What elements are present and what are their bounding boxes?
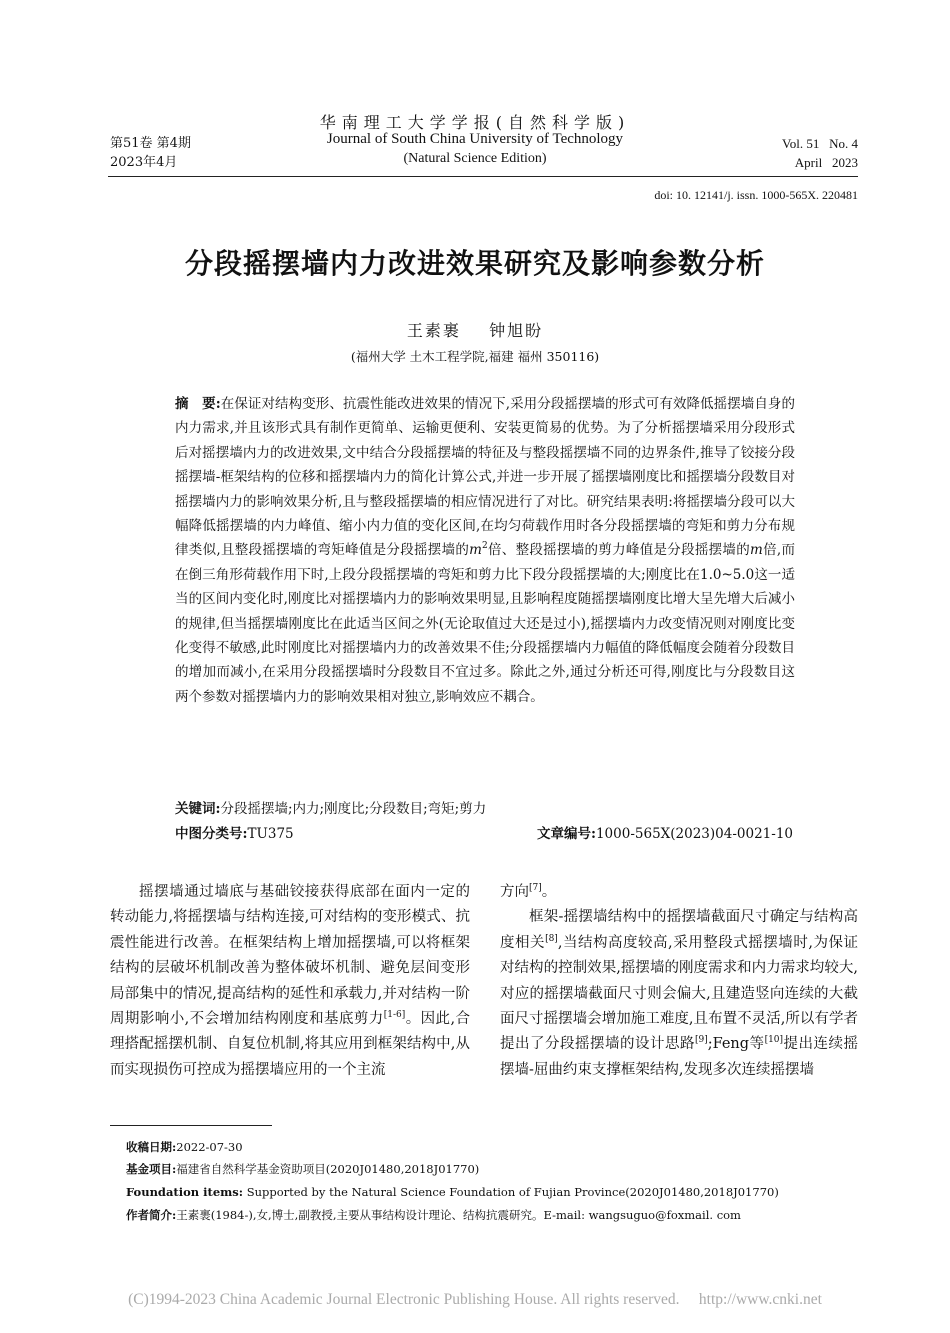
header-rule <box>108 176 858 177</box>
citation[interactable]: [8] <box>545 933 558 944</box>
volume-info-en <box>782 134 858 172</box>
footnote-label: 基金项目: <box>126 1162 177 1176</box>
classification-number <box>175 822 294 842</box>
volume-issue-en: Vol. 51 No. 4 <box>782 136 858 151</box>
keywords-text: 分段摇摆墙;内力;刚度比;分段数目;弯矩;剪力 <box>220 801 487 817</box>
body-text: 方向 <box>500 884 529 900</box>
footnote-label: 作者简介: <box>126 1208 177 1222</box>
article-number-label: 文章编号: <box>536 826 596 842</box>
footnote-text: 福建省自然科学基金资助项目(2020J01480,2018J01770) <box>176 1162 480 1176</box>
body-text: ;Feng等 <box>707 1036 765 1053</box>
abstract-text-1: 在保证对结构变形、抗震性能改进效果的情况下,采用分段摇摆墙的形式可有效降低摇摆墙自身的内力需求,并且该形式具有制作更简单、运输更便利、安装更简易的优势。为了分析摇摆墙采用分段形式后对摇摆墙内力的改进效果,文中结合分段摇摆墙的特征及与整段摇摆墙不同的边界条件,推导了铰接分段摇摆墙-框架结构的位移和摇摆墙内力的简化计算公式,并进一步开展了摇摆墙刚度比和摇摆墙分段数目对摇摆墙内力的影响效果分析,且与整段摇摆墙的相应情况进行了对比。研究结果表明:将摇摆墙分段可以大幅降低摇摆墙的内力峰值、缩小内力值的变化区间,在均匀荷载作用时各分段摇摆墙的弯矩和剪力分布规律类似,且整段摇摆墙的弯矩峰值是分段摇摆墙的 <box>175 396 796 559</box>
article-title: 分段摇摆墙内力改进效果研究及影响参数分析 <box>184 247 765 280</box>
publication-date-zh: 2023年4月 <box>110 155 178 170</box>
body-text: 提出连续摇摆墙-屈曲约束支撑框架结构,发现多次连续摇摆墙 <box>500 1036 859 1078</box>
article-number <box>537 822 793 842</box>
footnote-received <box>126 1136 856 1158</box>
footnote-text: 2022-07-30 <box>176 1140 243 1154</box>
footnote-label: 收稿日期: <box>126 1140 177 1154</box>
footnote-label: Foundation items: <box>126 1185 244 1199</box>
publication-date-en: April 2023 <box>794 155 858 170</box>
affiliation: (福州大学 土木工程学院,福建 福州 350116) <box>350 349 600 364</box>
citation[interactable]: [1-6] <box>383 1010 406 1021</box>
body-text: 摇摆墙通过墙底与基础铰接获得底部在面内一定的转动能力,将摇摆墙与结构连接,可对结构的变形模式、抗震性能进行改善。在框架结构上增加摇摆墙,可以将框架结构的层破坏机制改善为整体破坏机制、避免层间变形局部集中的情况,提高结构的延性和承载力,并对结构一阶周期影响小,不会增加结构刚度和基底剪力 <box>110 884 470 1028</box>
citation[interactable]: [10] <box>764 1035 784 1046</box>
journal-edition-en: (Natural Science Edition) <box>403 151 547 166</box>
article-number-value: 1000-565X(2023)04-0021-10 <box>595 826 793 842</box>
footnote-text: 王素裹(1984-),女,博士,副教授,主要从事结构设计理论、结构抗震研究。E-mail: wangsuguo@foxmail. com <box>176 1208 741 1222</box>
abstract-exponent: 2 <box>481 541 488 552</box>
citation[interactable]: [7] <box>529 883 542 893</box>
abstract-text-2: 倍、整段摇摆墙的剪力峰值是分段摇摆墙的 <box>487 542 751 559</box>
abstract-var-m: m <box>469 542 482 559</box>
classification-value: TU375 <box>247 826 294 842</box>
body-paragraph <box>500 905 858 1083</box>
abstract-var-m: m <box>750 542 763 559</box>
volume-issue-zh: 第51卷 第4期 <box>110 136 191 151</box>
body-column-left <box>110 880 470 1083</box>
volume-info-zh <box>110 134 191 172</box>
footnote-text: Supported by the Natural Science Foundation of Fujian Province(2020J01480,2018J01770) <box>246 1185 779 1199</box>
keywords <box>175 797 795 817</box>
journal-name-zh: 华南理工大学学报(自然科学版) <box>319 113 631 132</box>
abstract <box>175 392 795 709</box>
abstract-label: 摘 要: <box>175 396 221 412</box>
footnote-rule <box>110 1125 272 1126</box>
footnote-fund-en <box>126 1181 856 1203</box>
citation[interactable]: [9] <box>694 1035 708 1046</box>
body-text: ,当结构高度较高,采用整段式摇摆墙时,为保证对结构的控制效果,摇摆墙的刚度需求和内力需求均较大,对应的摇摆墙截面尺寸则会偏大,且建造竖向连续的大截面尺寸摇摆墙会增加施工难度,且布置不灵活,所以有学者提出了分段摇摆墙的设计思路 <box>500 934 859 1053</box>
authors: 王素裹 钟旭盼 <box>406 321 544 340</box>
keywords-label: 关键词: <box>175 801 221 817</box>
body-column-right <box>500 880 858 1083</box>
footnote-fund <box>126 1158 856 1180</box>
classification-label: 中图分类号: <box>175 826 248 842</box>
journal-name-en: Journal of South China University of Technology <box>326 131 624 147</box>
body-text: 框架-摇摆墙结构中的摇摆墙截面尺寸确定与结构高度相关 <box>500 909 858 951</box>
copyright-notice: (C)1994-2023 China Academic Journal Electronic Publishing House. All rights reserved. http://www.cnki.net <box>128 1291 822 1308</box>
body-paragraph <box>500 880 858 905</box>
doi[interactable]: doi: 10. 12141/j. issn. 1000-565X. 220481 <box>654 188 858 202</box>
abstract-text-3: 倍,而在倒三角形荷载作用下时,上段分段摇摆墙的弯矩和剪力比下段分段摇摆墙的大;刚度比在1.0~5.0这一适当的区间内变化时,刚度比对摇摆墙内力的影响效果明显,且影响程度随摇摆墙刚度比增大呈先增大后减小的规律,但当摇摆墙刚度比在此适当区间之外(无论取值过大还是过小),摇摆墙内力改变情况则对刚度比变化变得不敏感,此时刚度比对摇摆墙内力的改善效果不佳;分段摇摆墙内力幅值的降低幅度会随着分段数目的增加而减小,在采用分段摇摆墙时分段数目不宜过多。除此之外,通过分析还可得,刚度比与分段数目这两个参数对摇摆墙内力的影响效果相对独立,影响效应不耦合。 <box>175 542 796 705</box>
body-text: 。 <box>541 884 557 900</box>
body-text: 。因此,合理搭配摇摆机制、自复位机制,将其应用到框架结构中,从而实现损伤可控成为摇摆墙应用的一个主流 <box>110 1011 471 1078</box>
footnote-author <box>126 1204 856 1226</box>
body-paragraph <box>110 880 470 1083</box>
